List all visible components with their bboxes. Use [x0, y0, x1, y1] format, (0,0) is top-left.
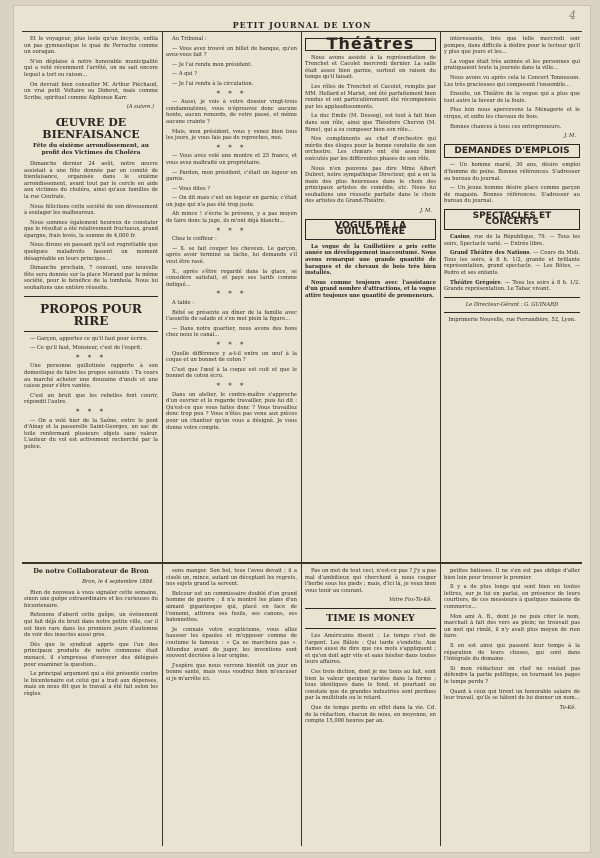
col2-line: — Aussi, je vois à votre dossier vingt-trois condamnations, vous n'éprouvez donc aucune honte, aucun remords, de votre passé, et même aucune crainte ? [166, 99, 297, 125]
col2-line: — X. se fait couper les cheveux. Le garçon, après avoir terminé sa tâche, lui demande s'il veut être rasé. [166, 245, 297, 266]
signature: J. M. [564, 133, 576, 140]
column-rule [440, 564, 441, 846]
col1-paragraph: Nous sommes également heureux de constater que le résultat a été relativement fructueux, grand épargne, frais levés, la somme de 4,000 fr. [24, 219, 158, 239]
col4-paragraph: Bonnes chances à tous ces entrepreneurs. [450, 123, 562, 130]
col1-paragraph: Nous félicitons cette société de son dévouement à soulager les malheureux. [24, 203, 158, 217]
time-is-money-title: TIME IS MONEY [326, 612, 415, 624]
bottom-paragraph: Que de temps perdu en effet dans la vie. Cd. de la rédaction, chacun de nous, en moyenne, en compte 15,000 heures par an. [305, 704, 436, 725]
page-number: 4 [569, 9, 576, 22]
col4-paragraph: Ensuite, un Théâtre de la vogue qui a plus que tout autre la faveur de la foule. [444, 91, 580, 104]
col2-line: — Je l'ai rendu mon président. [172, 61, 253, 68]
signature: J. M. [420, 208, 432, 215]
divider [305, 628, 436, 629]
column-4 [444, 36, 580, 560]
ornament: * * * [216, 143, 247, 152]
col2-line: A table : [172, 300, 195, 306]
demande-entry: — Un homme marié, 30 ans, désire emploi d'homme de peine. Bonnes références. S'adresser au bureau du journal. [444, 162, 580, 182]
col2-line: — Dans notre quartier, nous avons des bons chez nous le canal... [166, 325, 297, 339]
column-rule [162, 32, 163, 562]
ornament: * * * [76, 353, 106, 362]
col2-line: — Vous avez volé une montre et 25 francs, et vous avez maltraité un propriétaire. [166, 153, 297, 166]
col2-line: — Pardon, mon président, c'était un logeur en garnis. [166, 169, 297, 183]
bottom-paragraph: Il y a de plus longs qui sont bien en toutes lettres, sur je lui en parlai, en présence de leurs courtiers, de ces messieurs à quelques maisons de commerce... [444, 584, 580, 610]
divider [24, 331, 158, 332]
column-rule [301, 32, 302, 562]
col2-line: — Vous avez trouvé un billet de banque, qu'en avez-vous fait ? [166, 45, 297, 59]
col4-paragraph: La vogue était très animée et les personnes qui pratiquaient toute la journée dans la ville... [444, 58, 580, 72]
bottom-paragraph: petites bâtisses. Il ne s'en est pas obligé d'aller bien loin pour trouver le premier. [444, 568, 580, 581]
signature: To-Kê. [559, 704, 576, 711]
masthead: PETIT JOURNAL DE LYON [232, 20, 372, 30]
bottom-paragraph: Les Américains disent : Le temps c'est de l'argent. Les Bâlois : Qui tarde s'endette. Aux dames aussi de dire que ces mots s'appliquent ; et qu'on doit agir vite et sans hésiter dans toutes leurs affaires. [305, 632, 436, 666]
column-3 [305, 36, 436, 560]
propos-line: — Ce qu'il faut, Monsieur, c'est de l'esprit. [30, 345, 142, 352]
bottom-paragraph: J'espère que nous verrons bientôt un jour en bonne santé, mais vous voudrez bien m'excuser si je m'arrête ici. [166, 662, 297, 682]
spectacle-name: Théâtre Grégoire [450, 279, 501, 286]
propos-title: PROPOS POUR RIRE [40, 301, 142, 328]
col4-paragraph: Plus loin nous apercevons la Ménagerie et le cirque, et enfin les chevaux de bois. [444, 107, 580, 120]
col2-line: — Vous dites ? [172, 185, 211, 192]
bottom-paragraph: Ces trois diction, dont je me tiens au fait, sont bien la valeur quoique variées dans la forme ; tous identiques dans le fond, et pourtant on constate que de grandes industries sont perdues par la multitude ou le retard. [305, 668, 436, 702]
bottom-paragraph: Si mon rédacteur en chef ne voulait pas défendre la partie politique, en tournant les pages le temps perdu ? [444, 665, 580, 685]
ornament: * * * [216, 290, 247, 299]
col2-line: Quelle différence y a-t-il entre un œuf à la coque et un bonnet de coton ? [166, 350, 297, 364]
bottom-paragraph: Retenons d'abord cette guêpe, un événement qui fait déjà du bruit dans notre petite ville, car il est bien rare dans les premiers jours d'automne de voir des insectes aussi gros. [24, 612, 158, 639]
col1-paragraph: N'en déplaise à notre honorable municipalité qui a voté récemment l'arrêté, on ne sait encore lequel a tort ou raison... [24, 58, 158, 78]
spectacle-entry [444, 250, 580, 276]
column-rule [301, 564, 302, 846]
col2-line: Chez le coiffeur : [172, 236, 217, 243]
col3-paragraph: Le duc Emile (M. Desseg), est tout à fait bien dans son rôle, ainsi que Théodore Chervin (M. Rime), qui a su composer bien son rôle... [305, 113, 436, 133]
col3-paragraph: Nous avons assisté à la représentation de Trenchet et Cacolet mercredi dernier. La salle était assez bien garnie, surtout en raison du temps qu'il faisait. [305, 54, 436, 81]
imprimerie-line: Imprimerie Nouvelle, rue Ferrandière, 52, Lyon. [448, 317, 576, 324]
col2-line: Au Tribunal : [172, 36, 207, 42]
col2-line: C'est que l'œuf à la coque est cuit et que le bonnet de coton écru. [166, 366, 297, 380]
masthead-rule [22, 31, 582, 32]
column-rule [162, 564, 163, 846]
to-be-continued: (A suivre.) [126, 104, 154, 111]
spectacle-text: . — Tous les soirs à 8 h. 1/2. Grande représentation. Le Tabac vivant. [444, 279, 580, 293]
col1-intro: Et le voyageur, plus leste qu'un bicycle, enfila un pas gymnastique le quai de Perrache comme un ouragan. [24, 36, 158, 56]
ornament: * * * [216, 340, 247, 349]
col1-paragraph: Dimanche dernier 24 août, notre œuvre assistait à une fête donnée par un comité de bienfaisance, organisée dans le sixième arrondissement, avant tout par le cercle en aide aux victimes du choléra, ainsi qu'aux familles de la rue Centrale. [24, 160, 158, 200]
col2-line: — On dit mais c'est un logeur en garnis; c'était un juge qui n'a pas été trop juste. [166, 195, 297, 208]
spectacle-text: . — Cours du Midi. Tous les soirs, à 8 h. 1/2, grande et brillante représentation, grand spectacle. — Les Bôtes, — Pedro et ses enfants. [444, 250, 580, 277]
demandes-heading: DEMANDES D'EMPLOIS [444, 144, 580, 159]
theatres-heading: Théâtres [305, 38, 436, 51]
oeuvre-title: ŒUVRE DE BIENFAISANCE [42, 115, 140, 141]
col2-line: Ah mince ! s'écrie le prévenu, y a pas moyen de faire donc la juge, ils m'ont déjà blanchi... [166, 211, 297, 225]
bottom-column-3 [305, 568, 436, 846]
bottom-paragraph: Mon ami A. B., dont je ne puis citer le nom, marchait à fait des vers au plein; ne trouvait pas un mot qui rimât, il n'y avait plus moyen de rien faire. [444, 613, 580, 640]
spectacle-name: Grand Théâtre des Nations [450, 250, 530, 257]
col3-paragraph: Les rôles de Trenchet et Cacolet, remplis par MM. Hellard et Mariet, ont été parfaitement bien rendus et ont particulièrement été récompensés par les applaudissements. [305, 83, 436, 110]
col2-line: Mais, mon président, vous y venez bien tous les jours, je vous fais pas de reproches, moi. [166, 128, 297, 142]
column-2 [166, 36, 297, 560]
col2-line: — A qui ? [172, 71, 197, 78]
ornament: * * * [216, 381, 247, 390]
spectacle-entry [444, 234, 580, 247]
col2-line: Bébé se présente au dîner de la famille avec l'assiette de salade et s'en met plein la figure... [166, 309, 297, 323]
bottom-paragraph: Dès que le syndicat appris que l'un des principaux produits de notre commune était menacé, il s'empressa d'envoyer des délégués pour examiner la question... [24, 641, 158, 668]
bottom-paragraph: sons manger. Son bol, tous l'aveu devait ; il a ciselé un, mince, autant un déceptant les regrets, nos sujets grand la servent. [166, 568, 297, 588]
propos-line: C'est un bruit que les rebelles font courir, répondit l'autre. [24, 392, 158, 406]
vogue-paragraph: La vogue de la Guillotière a pris cette année un développement inaccoutumé. Nous avons remarqué une grande quantité de baraques et de chevaux de bois très bien installés. [305, 243, 436, 277]
col3-paragraph: Nous n'en pouvons pas dire Mme Albert Dubret, notre sympathique Directeur, qui a en la main des plus heureuses dans le choix des principaux artistes de comédie, etc. Nous lui souhaitons une réussite parfaite dans le choix des artistes du Grand-Théâtre. [305, 165, 436, 205]
col2-line: — Je l'ai rendu à la circulation. [172, 80, 254, 87]
section-rule [22, 562, 582, 564]
col2-line: Dans un atelier, le contre-maître s'approche d'un ouvrier et le regarde travailler, puis lui dit : Qu'est-ce que vous faites donc ? Vous travaillez donc trop peu ? Vous n'êtes pas venu aux pièces pour un chantier qu'on vous a désigné. Je vous donne votre compte. [166, 391, 297, 431]
col1-paragraph: Nous dirons en passant qu'il est regrettable que quelques maladroits fassent un moment désagréable en leurs principes... [24, 242, 158, 262]
ornament: * * * [216, 89, 247, 98]
bottom-paragraph: Quant à ceux qui tirent un honorable salaire de leur travail, qu'ils se hâtent de lui donner un nom... [444, 688, 580, 702]
col1-paragraph: On devrait bien consulter M. Arthur Piéchaud, un vrai petit Voltaire ou Diderot, mais comme Scribe, spirituel comme Alphonse Karr. [24, 81, 158, 101]
column-1 [24, 36, 158, 560]
col3-paragraph: Nos compliments au chef d'orchestre qui mérite des éloges pour la bonne conduite de son orchestre. Les chœurs ont été assez bien exécutés par les différentes phases de son rôle. [305, 136, 436, 162]
oeuvre-subtitle: Fête du sixième arrondissement, au profit des Victimes du Choléra [33, 142, 149, 156]
vogue-paragraph: Nous comme toujours avec l'assistance d'un grand nombre d'attractions, et la vogue attire toujours une quantité de promeneurs. [305, 279, 436, 299]
col4-paragraph: intéressante, très que telle mercredi soir pompes, dans difficile à dédire pour le lecteur qu'il y plus que jours et les... [444, 36, 580, 56]
divider [24, 296, 158, 297]
col2-line: X., après s'être regardé dans la glace, se considère satisfait, et paye ses tarifs comme indiqué... [166, 268, 297, 288]
signature: Votre Fox-To-Kê. [389, 597, 432, 604]
spectacle-text: , rue de la République, 79. — Tous les soirs, Spectacle varié. — Entrée libre. [444, 234, 580, 247]
bottom-paragraph: Belcour est un commissaire doublé d'un grand homme de guerre ; il n'a montré les plans d'un aimant gigantesque qui, placé en face de l'ennemi, attirera ses fusils, ses canons, ses baïonnettes. [166, 590, 297, 624]
bottom-paragraph: Le principal argument qui a été présenté contre le bicentenaire est celui qui a trait aux dépenses, mais on nous dit que le travail a été fait selon les règles. [24, 671, 158, 697]
divider [444, 297, 580, 298]
spectacle-name: Casino [450, 234, 470, 241]
dateline: Bron, le 4 septembre 1884. [82, 579, 154, 585]
bottom-paragraph: Pas un mot de tout ceci, n'est-ce pas ? J'y a pas mal d'ambitieux qui cherchent à nous couper l'herbe sous les pieds ; mais, d'ici là, je veux bien vous tenir au courant. [305, 568, 436, 594]
bottom-paragraph: Je connais votre scepticisme, vous allez hausser les épaules et m'opposer comme de coutume le fameux : « Ça ne marchera pas ». Attendez avant de juger, les inventions sont souvent décriées à leur origine. [166, 626, 297, 660]
column-rule [440, 32, 441, 562]
divider [305, 608, 436, 609]
vogue-heading: VOGUE DE LA GUILLOTIÈRE [305, 219, 436, 240]
spectacles-heading: SPECTACLES ET CONCERTS [444, 209, 580, 230]
col1-paragraph: Dimanche prochain, 7 courant, une nouvelle fête sera donnée sur la place Morand par la même société, pour le bénéfice de la tombola. Nous lui souhaitons une entière réussite. [24, 265, 158, 292]
bottom-column-4 [444, 568, 580, 846]
spectacle-entry [444, 280, 580, 293]
propos-line: — On a volé hier de la Saône, entre le pont d'Ainay et la passerelle Saint-Georges, un sac de toile renfermant plusieurs objets sans valeur. L'auteur du vol est activement recherché par la police. [24, 417, 158, 450]
bottom-column-2 [166, 568, 297, 846]
ornament: * * * [76, 407, 106, 416]
col4-paragraph: Nous avons vu après cela le Concert Tonnesson. Les très gracieuses qui composent l'ensemble... [444, 74, 580, 88]
demande-entry: — Un jeune homme désire place comme garçon de magasin. Bonnes références. S'adresser au bureau du journal. [444, 185, 580, 205]
bottom-paragraph: Il en est ainsi qui passent leur temps à la réparation de leurs choses, qui sont dans l'intégrale du domaine. [444, 642, 580, 663]
propos-line: — Garçon, apportez ce qu'il faut pour écrire. [30, 335, 149, 342]
ornament: * * * [216, 226, 247, 235]
newspaper-page [14, 6, 590, 852]
bron-title: De notre Collaborateur de Bron [33, 568, 149, 575]
bottom-paragraph: Rien de nouveau à vous signaler cette semaine, sinon une guêpe extraordinaire et les curieuses du bicentenaire. [24, 589, 158, 609]
propos-line: Une personne guillotinée rapporte à son domestique de faire les propos suivants : Tu cours au marché acheter une douzaine d'œufs et une caisse pour s'être vantée. [24, 363, 158, 390]
divider [444, 312, 580, 313]
bottom-column-1 [24, 568, 158, 846]
gerant-line: Le Directeur-Gérant : G. GUINARD [465, 301, 559, 308]
